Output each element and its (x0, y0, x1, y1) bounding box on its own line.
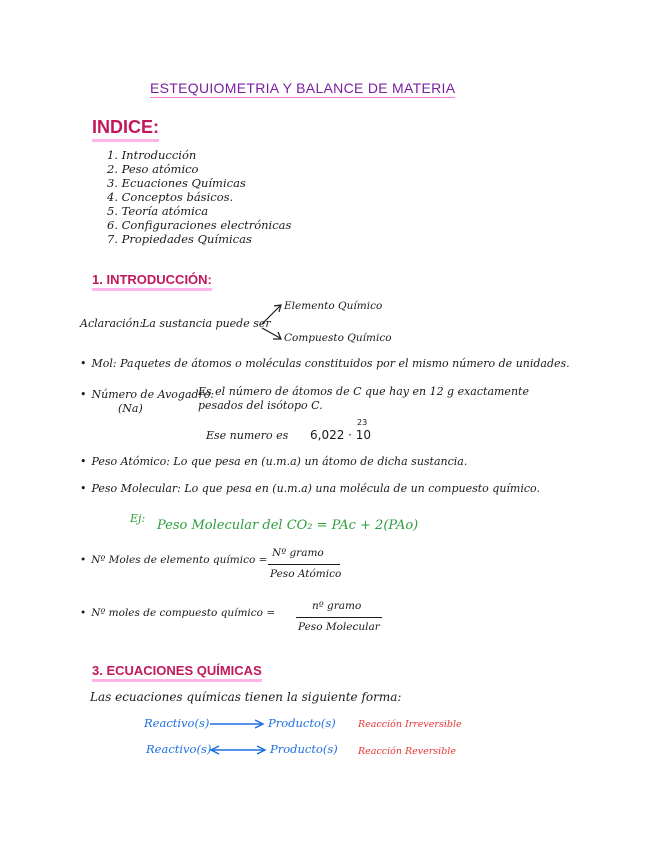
row2-note: Reacción Reversible (358, 746, 456, 757)
indice-item: 3. Ecuaciones Químicas (107, 176, 246, 190)
indice-item: 4. Conceptos básicos. (107, 190, 234, 204)
row1-productos: Producto(s) (268, 716, 336, 730)
avogadro-line1: Es el número de átomos de C que hay en 12 g exactamente (198, 385, 529, 398)
moles-compuesto-numerator: nº gramo (312, 600, 362, 612)
aclaracion-label: Aclaración: (80, 317, 144, 330)
indice-item: 7. Propiedades Químicas (107, 232, 252, 246)
indice-item: 6. Configuraciones electrónicas (107, 218, 292, 232)
moles-elemento-numerator: Nº gramo (272, 547, 324, 559)
row2-productos: Producto(s) (270, 742, 338, 756)
moles-elemento-denominator: Peso Atómico (270, 568, 342, 580)
ecuaciones-heading: 3. ECUACIONES QUÍMICAS (92, 663, 262, 682)
mol-definition: • Mol: Paquetes de átomos o moléculas constituidos por el mismo número de unidades. (80, 357, 570, 370)
moles-elemento-label: • Nº Moles de elemento químico = (80, 554, 267, 566)
avogadro-sub: (Na) (118, 402, 143, 415)
branch-compuesto: Compuesto Químico (284, 332, 392, 344)
peso-atomico-definition: • Peso Atómico: Lo que pesa en (u.m.a) un átomo de dicha sustancia. (80, 455, 467, 468)
peso-molecular-definition: • Peso Molecular: Lo que pesa en (u.m.a) una molécula de un compuesto químico. (80, 482, 540, 495)
aclaracion-text: La sustancia puede ser (142, 317, 271, 330)
branch-elemento: Elemento Químico (284, 300, 383, 312)
row1-note: Reacción Irreversible (358, 719, 462, 730)
indice-item: 2. Peso atómico (107, 162, 199, 176)
ecuaciones-intro: Las ecuaciones químicas tienen la siguiente forma: (90, 690, 402, 704)
row1-reactivos: Reactivo(s) (144, 716, 210, 730)
reversible-arrow (211, 746, 265, 754)
avogadro-exponent: 23 (357, 418, 368, 427)
moles-compuesto-label: • Nº moles de compuesto químico = (80, 607, 275, 619)
indice-item: 5. Teoría atómica (107, 204, 209, 218)
example-label: Ej: (130, 512, 146, 525)
avogadro-line2: pesados del isótopo C. (198, 399, 323, 412)
intro-heading: 1. INTRODUCCIÓN: (92, 272, 212, 291)
example-formula: Peso Molecular del CO₂ = PAc + 2(PAo) (157, 518, 419, 533)
avogadro-label: • Número de Avogadro: (80, 388, 214, 401)
irreversible-arrow (210, 720, 263, 728)
avogadro-number-prefix: Ese numero es (206, 429, 289, 442)
moles-compuesto-denominator: Peso Molecular (298, 621, 380, 633)
avogadro-number: 6,022 · 10 (310, 428, 372, 442)
indice-item: 1. Introducción (107, 148, 197, 162)
indice-heading: INDICE: (92, 117, 159, 142)
page-title: ESTEQUIOMETRIA Y BALANCE DE MATERIA (150, 80, 456, 96)
row2-reactivos: Reactivo(s) (146, 742, 212, 756)
